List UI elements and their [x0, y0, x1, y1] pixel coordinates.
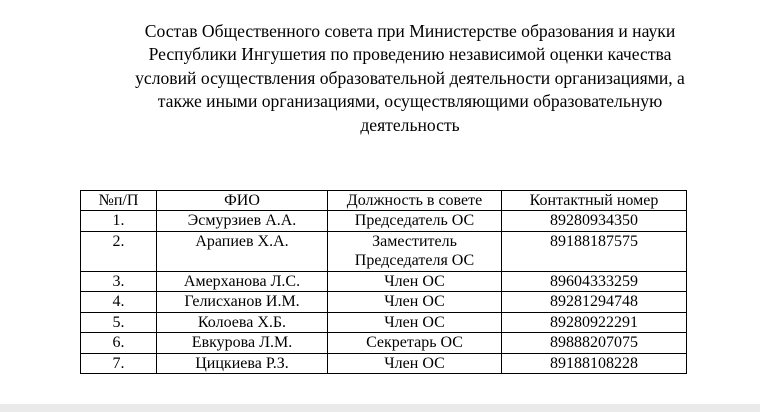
title-line-2: Республики Ингушетия по проведению независимой оценки качества [148, 44, 672, 65]
table-header-contact-number: Контактный номер [502, 191, 687, 211]
member-phone: 89888207075 [502, 333, 687, 354]
member-phone: 89281294748 [502, 292, 687, 313]
member-phone: 89280922291 [502, 312, 687, 333]
title-line-4: также иными организациями, осуществляющими образовательную [157, 91, 663, 112]
member-position: Член ОС [328, 312, 502, 333]
table-header-number: №п/П [81, 191, 157, 211]
row-number: 1. [81, 211, 157, 232]
table-row [81, 333, 687, 354]
table-row [81, 211, 687, 232]
row-number: 3. [81, 271, 157, 292]
member-name: Колоева Х.Б. [157, 312, 328, 333]
table-row [81, 231, 687, 271]
table-row [81, 353, 687, 374]
title-line-3: условий осуществления образовательной деятельности организациями, а [135, 67, 685, 88]
table-row [81, 312, 687, 333]
member-name: Евкурова Л.М. [157, 333, 328, 354]
row-number: 7. [81, 353, 157, 374]
title-line-5: деятельность [360, 114, 460, 135]
row-number: 4. [81, 292, 157, 313]
member-name: Эсмурзиев А.А. [157, 211, 328, 232]
member-phone: 89188187575 [502, 231, 687, 271]
table-row [81, 271, 687, 292]
member-phone: 89604333259 [502, 271, 687, 292]
member-name: Цицкиева Р.З. [157, 353, 328, 374]
member-position-line-2: Председателя ОС [354, 252, 475, 269]
title-line-1: Состав Общественного совета при Министерстве образования и науки [144, 21, 676, 41]
row-number: 2. [81, 231, 157, 271]
member-name: Амерханова Л.С. [157, 271, 328, 292]
table-row [81, 292, 687, 313]
member-position [328, 231, 502, 271]
member-position: Член ОС [328, 271, 502, 292]
viewer-bottom-strip [0, 404, 760, 412]
table-header-name: ФИО [157, 191, 328, 211]
member-phone: 89188108228 [502, 353, 687, 374]
member-phone: 89280934350 [502, 211, 687, 232]
member-position: Секретарь ОС [328, 333, 502, 354]
table-header-row [81, 191, 687, 211]
row-number: 6. [81, 333, 157, 354]
member-position: Председатель ОС [328, 211, 502, 232]
member-position: Член ОС [328, 292, 502, 313]
member-name: Арапиев Х.А. [157, 231, 328, 271]
document-title [80, 20, 740, 137]
table-header-position: Должность в совете [328, 191, 502, 211]
member-name: Гелисханов И.М. [157, 292, 328, 313]
council-members-table [80, 190, 687, 374]
member-position-line-1: Заместитель [372, 232, 457, 250]
row-number: 5. [81, 312, 157, 333]
member-position: Член ОС [328, 353, 502, 374]
